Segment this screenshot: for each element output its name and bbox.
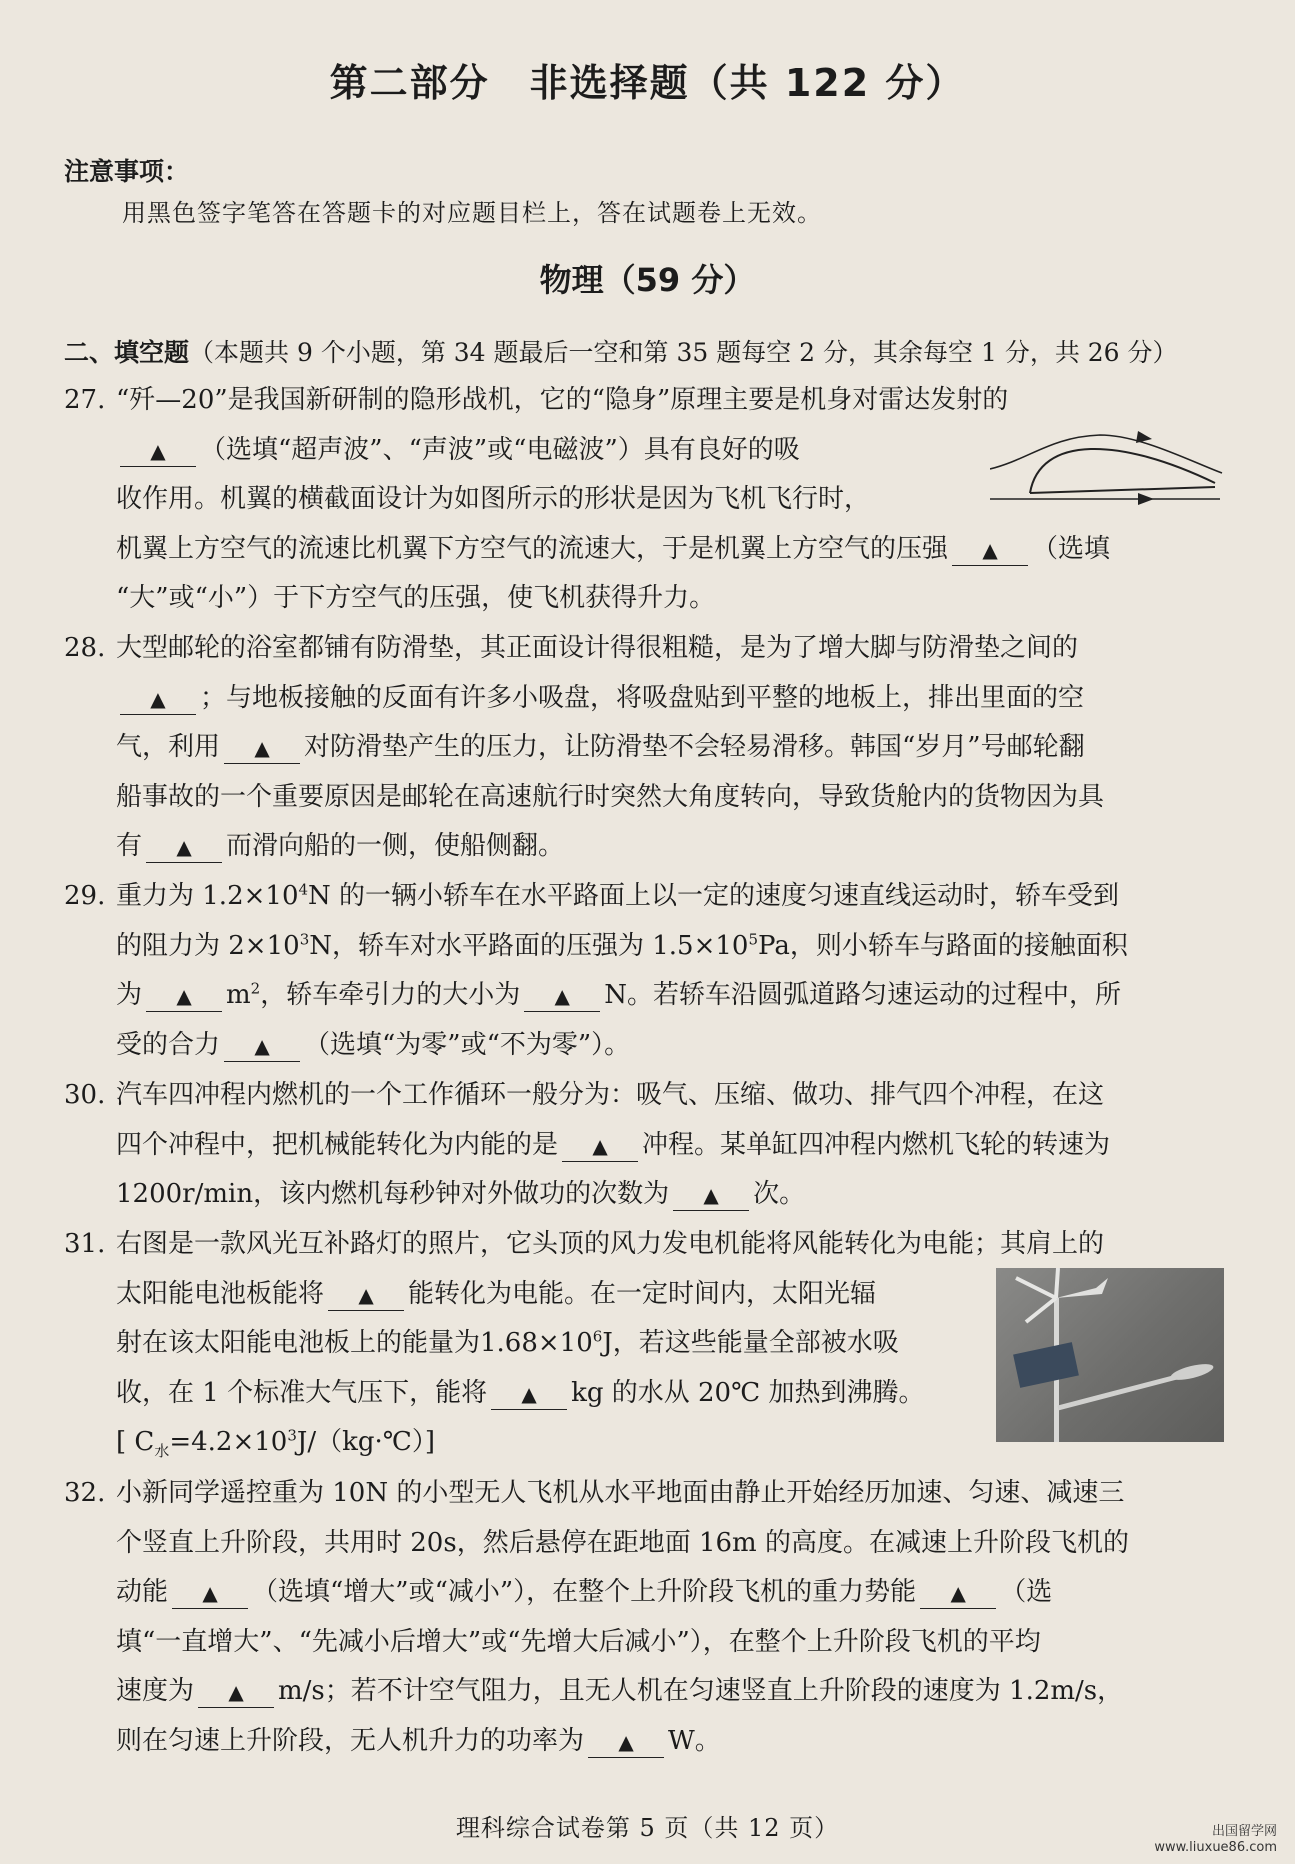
subscript: 水	[154, 1442, 170, 1461]
question-text: 为	[116, 980, 143, 1010]
wing-cross-section-diagram	[990, 425, 1225, 515]
question-text: 射在该太阳能电池板上的能量为1.68×10	[116, 1328, 593, 1358]
question-text: m/s；若不计空气阻力，且无人机在匀速竖直上升阶段的速度为 1.2m/s，	[278, 1676, 1124, 1706]
question-text: 受的合力	[116, 1029, 221, 1060]
question-text: 次。	[753, 1179, 806, 1209]
section-label: 二、填空题	[64, 338, 190, 367]
answer-blank: ▲	[952, 535, 1028, 566]
answer-blank: ▲	[920, 1578, 996, 1609]
question-text: 机翼上方空气的流速比机翼下方空气的流速大，于是机翼上方空气的压强	[116, 533, 949, 564]
answer-blank: ▲	[224, 1031, 300, 1062]
question-text: [ C	[116, 1427, 155, 1457]
question-number: 32.	[64, 1478, 106, 1508]
question-text: 气，利用	[116, 732, 221, 762]
question-text: 个竖直上升阶段，共用时 20s，然后悬停在距地面 16m 的高度。在减速上升阶段飞机的	[116, 1527, 1129, 1558]
question-text: m	[226, 980, 251, 1010]
answer-blank: ▲	[524, 981, 600, 1012]
section-description: （本题共 9 个小题，第 34 题最后一空和第 35 题每空 2 分，其余每空 1 分，共 26 分）	[189, 338, 1178, 367]
question-text: 速度为	[116, 1676, 195, 1706]
question-text: 的阻力为 2×10	[116, 930, 300, 961]
answer-blank: ▲	[562, 1131, 638, 1162]
subject-title: 物理（59 分）	[539, 261, 756, 299]
wind-solar-lamp-illustration	[996, 1268, 1224, 1442]
question-number: 28.	[64, 633, 106, 663]
question-text: N 的一辆小轿车在水平路面上以一定的速度匀速直线运动时，轿车受到	[308, 881, 1120, 911]
question-30	[64, 1071, 1224, 1220]
question-text: W。	[668, 1725, 721, 1756]
question-text: kg 的水从 20℃ 加热到沸腾。	[571, 1377, 925, 1408]
exponent: 4	[298, 880, 309, 899]
notice-heading: 注意事项：	[64, 157, 190, 186]
question-text: J，若这些能量全部被水吸	[602, 1328, 899, 1358]
answer-blank: ▲	[198, 1677, 274, 1708]
question-28	[64, 624, 1224, 872]
question-32	[64, 1469, 1224, 1766]
question-text: ，轿车牵引力的大小为	[260, 980, 521, 1010]
answer-blank: ▲	[588, 1727, 664, 1758]
question-number: 27.	[64, 385, 106, 415]
question-text: 1200r/min，该内燃机每秒钟对外做功的次数为	[116, 1179, 670, 1209]
question-text: （选填“超声波”、“声波”或“电磁波”）具有良好的吸	[200, 434, 800, 465]
question-text: 大型邮轮的浴室都铺有防滑垫，其正面设计得很粗糙，是为了增大脚与防滑垫之间的	[116, 633, 1079, 663]
exponent: 3	[299, 929, 310, 948]
question-text: （选填	[1032, 533, 1111, 564]
answer-blank: ▲	[146, 981, 222, 1012]
question-text: 收，在 1 个标准大气压下，能将	[116, 1377, 488, 1408]
question-text: 小新同学遥控重为 10N 的小型无人飞机从水平地面由静止开始经历加速、匀速、减速三	[116, 1478, 1125, 1508]
question-text: N，轿车对水平路面的压强为 1.5×10	[309, 930, 749, 961]
question-text: 则在匀速上升阶段，无人机升力的功率为	[116, 1725, 585, 1756]
answer-blank: ▲	[146, 832, 222, 863]
question-text: J/（kg·℃）]	[296, 1427, 435, 1457]
question-number: 29.	[64, 881, 106, 911]
question-text: Pa，则小轿车与路面的接触面积	[758, 930, 1128, 961]
question-text: 填“一直增大”、“先减小后增大”或“先增大后减小”），在整个上升阶段飞机的平均	[116, 1626, 1041, 1657]
question-text: 能转化为电能。在一定时间内，太阳光辐	[408, 1278, 877, 1309]
answer-blank: ▲	[120, 684, 196, 715]
question-text: 太阳能电池板能将	[116, 1278, 325, 1309]
question-text: （选填“为零”或“不为零”）。	[304, 1029, 631, 1060]
question-text: 右图是一款风光互补路灯的照片，它头顶的风力发电机能将风能转化为电能；其肩上的	[116, 1229, 1105, 1259]
question-number: 31.	[64, 1229, 106, 1259]
notice-body: 用黑色签字笔答在答题卡的对应题目栏上，答在试题卷上无效。	[122, 199, 822, 227]
question-text: 收作用。机翼的横截面设计为如图所示的形状是因为飞机飞行时，	[116, 484, 871, 514]
answer-blank: ▲	[328, 1280, 404, 1311]
answer-blank: ▲	[172, 1578, 248, 1609]
part-title: 第二部分 非选择题（共 122 分）	[329, 61, 966, 105]
question-text: “歼—20”是我国新研制的隐形战机，它的“隐身”原理主要是机身对雷达发射的	[116, 385, 1009, 415]
question-text: 汽车四冲程内燃机的一个工作循环一般分为：吸气、压缩、做功、排气四个冲程，在这	[116, 1080, 1105, 1110]
section-heading	[64, 333, 1234, 369]
question-text: 船事故的一个重要原因是邮轮在高速航行时突然大角度转向，导致货舱内的货物因为具	[116, 781, 1105, 812]
exponent: 5	[748, 929, 759, 948]
question-text: 重力为 1.2×10	[116, 881, 299, 911]
question-text: 冲程。某单缸四冲程内燃机飞轮的转速为	[642, 1129, 1111, 1160]
answer-blank: ▲	[120, 436, 196, 467]
site-watermark	[1154, 1824, 1277, 1856]
question-text: 对防滑垫产生的压力，让防滑垫不会轻易滑移。韩国“岁月”号邮轮翻	[304, 732, 1085, 762]
question-text: “大”或“小”）于下方空气的压强，使飞机获得升力。	[116, 583, 716, 613]
watermark-title: 出国留学网	[1211, 1824, 1277, 1839]
page-footer: 理科综合试卷第 5 页（共 12 页）	[455, 1814, 840, 1842]
watermark-url: www.liuxue86.com	[1154, 1840, 1277, 1855]
exponent: 6	[592, 1327, 603, 1346]
answer-blank: ▲	[673, 1180, 749, 1211]
question-text: 动能	[116, 1577, 169, 1607]
answer-blank: ▲	[224, 733, 300, 764]
question-29	[64, 872, 1224, 1070]
question-text: 有	[116, 831, 143, 861]
answer-blank: ▲	[491, 1379, 567, 1410]
question-text: 四个冲程中，把机械能转化为内能的是	[116, 1129, 559, 1160]
street-lamp-photo	[996, 1268, 1224, 1442]
question-text: N。若轿车沿圆弧道路匀速运动的过程中，所	[604, 980, 1121, 1010]
question-text: （选	[1000, 1577, 1053, 1607]
question-text: ；与地板接触的反面有许多小吸盘，将吸盘贴到平整的地板上，排出里面的空	[200, 682, 1085, 713]
question-number: 30.	[64, 1080, 106, 1110]
exponent: 3	[287, 1426, 297, 1445]
question-text: =4.2×10	[169, 1427, 288, 1457]
question-text: 而滑向船的一侧，使船侧翻。	[226, 831, 565, 861]
question-text: （选填“增大”或“减小”），在整个上升阶段飞机的重力势能	[252, 1577, 917, 1607]
exponent: 2	[250, 979, 261, 998]
